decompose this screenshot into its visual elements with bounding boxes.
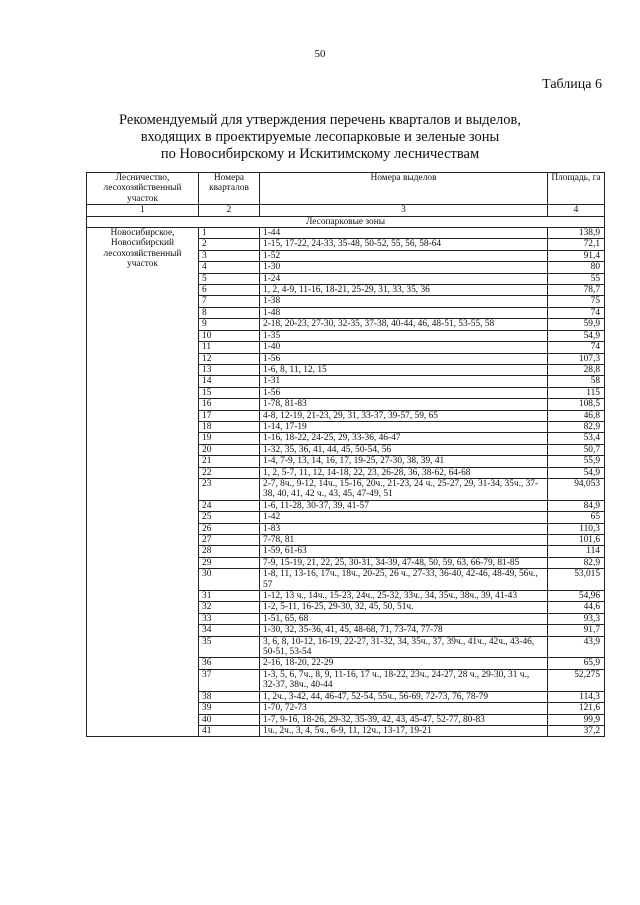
- section-numbers: 1-15, 17-22, 24-33, 35-48, 50-52, 55, 56, 58-64: [260, 239, 548, 250]
- area-value: 28,8: [548, 364, 605, 375]
- section-numbers: 1-59, 61-63: [260, 546, 548, 557]
- area-value: 46,8: [548, 410, 605, 421]
- section-numbers: 1-42: [260, 512, 548, 523]
- area-value: 115: [548, 387, 605, 398]
- section-numbers: 2-16, 18-20, 22-29: [260, 658, 548, 669]
- area-value: 84,9: [548, 500, 605, 511]
- section-numbers: 1-78, 81-83: [260, 399, 548, 410]
- quarter-number: 41: [199, 725, 260, 736]
- quarter-number: 32: [199, 602, 260, 613]
- header-row: [87, 173, 605, 205]
- quarter-number: 34: [199, 625, 260, 636]
- title-line-2: входящих в проектируемые лесопарковые и зеленые зоны: [140, 129, 500, 145]
- area-value: 44,6: [548, 602, 605, 613]
- area-value: 93,3: [548, 613, 605, 624]
- quarter-number: 29: [199, 557, 260, 568]
- area-value: 52,275: [548, 669, 605, 691]
- quarter-number: 30: [199, 569, 260, 591]
- quarter-number: 18: [199, 421, 260, 432]
- area-value: 91,4: [548, 250, 605, 261]
- table-label: Таблица 6: [542, 77, 602, 92]
- area-value: 55: [548, 273, 605, 284]
- area-value: 72,1: [548, 239, 605, 250]
- quarter-number: 4: [199, 262, 260, 273]
- section-numbers: 7-9, 15-19, 21, 22, 25, 30-31, 34-39, 47-48, 50, 59, 63, 66-79, 81-85: [260, 557, 548, 568]
- quarter-number: 24: [199, 500, 260, 511]
- quarter-number: 7: [199, 296, 260, 307]
- quarter-number: 6: [199, 285, 260, 296]
- section-numbers: 1, 2ч., 3-42, 44, 46-47, 52-54, 55ч., 56-69, 72-73, 76, 78-79: [260, 691, 548, 702]
- section-numbers: 1-8, 11, 13-16, 17ч., 18ч., 20-25, 26 ч., 27-33, 36-40, 42-46, 48-49, 56ч., 57: [260, 569, 548, 591]
- section-numbers: 1-24: [260, 273, 548, 284]
- area-value: 53,4: [548, 433, 605, 444]
- quarter-number: 15: [199, 387, 260, 398]
- quarter-number: 1: [199, 228, 260, 239]
- area-value: 82,9: [548, 421, 605, 432]
- section-numbers: 1-31: [260, 376, 548, 387]
- quarter-number: 20: [199, 444, 260, 455]
- section-numbers: 1-4, 7-9, 13, 14, 16, 17, 19-25, 27-30, 38, 39, 41: [260, 456, 548, 467]
- section-numbers: 4-8, 12-19, 21-23, 29, 31, 33-37, 39-57, 59, 65: [260, 410, 548, 421]
- section-numbers: 1-3, 5, 6, 7ч., 8, 9, 11-16, 17 ч., 18-22, 23ч., 24-27, 28 ч., 29-30, 31 ч., 32-37, 38ч., 40-44: [260, 669, 548, 691]
- section-numbers: 1-70, 72-73: [260, 703, 548, 714]
- area-value: 53,015: [548, 569, 605, 591]
- title-line-1: Рекомендуемый для утверждения перечень кварталов и выделов,: [119, 112, 521, 128]
- area-value: 74: [548, 307, 605, 318]
- header-quarters: Номера кварталов: [199, 173, 260, 205]
- header-sections: Номера выделов: [260, 173, 548, 205]
- quarter-number: 22: [199, 467, 260, 478]
- area-value: 37,2: [548, 725, 605, 736]
- section-numbers: 1-48: [260, 307, 548, 318]
- section-numbers: 1ч., 2ч., 3, 4, 5ч., 6-9, 11, 12ч., 13-17, 19-21: [260, 725, 548, 736]
- area-value: 54,9: [548, 467, 605, 478]
- quarter-number: 36: [199, 658, 260, 669]
- table-row: [87, 228, 605, 239]
- quarter-number: 16: [199, 399, 260, 410]
- section-numbers: 1-6, 11-28, 30-37, 39, 41-57: [260, 500, 548, 511]
- area-value: 101,6: [548, 535, 605, 546]
- section-numbers: 3, 6, 8, 10-12, 16-19, 22-27, 31-32, 34, 35ч., 37, 39ч., 41ч., 42ч., 43-46, 50-51, 53-54: [260, 636, 548, 658]
- quarter-number: 35: [199, 636, 260, 658]
- quarter-number: 38: [199, 691, 260, 702]
- section-numbers: 1, 2, 5-7, 11, 12, 14-18, 22, 23, 26-28, 36, 38-62, 64-68: [260, 467, 548, 478]
- area-value: 110,3: [548, 523, 605, 534]
- area-value: 58: [548, 376, 605, 387]
- column-number: 2: [199, 205, 260, 216]
- area-value: 80: [548, 262, 605, 273]
- area-value: 55,9: [548, 456, 605, 467]
- quarter-number: 21: [199, 456, 260, 467]
- quarter-number: 5: [199, 273, 260, 284]
- quarter-number: 12: [199, 353, 260, 364]
- area-value: 43,9: [548, 636, 605, 658]
- header-forestry: Лесничество, лесохозяйственный участок: [87, 173, 199, 205]
- section-numbers: 1-35: [260, 330, 548, 341]
- section-numbers: 1-30: [260, 262, 548, 273]
- section-numbers: 1-7, 9-16, 18-26, 29-32, 35-39, 42, 43, 45-47, 52-77, 80-83: [260, 714, 548, 725]
- quarter-number: 2: [199, 239, 260, 250]
- section-numbers: 1-2, 5-11, 16-25, 29-30, 32, 45, 50, 51ч.: [260, 602, 548, 613]
- column-number: 3: [260, 205, 548, 216]
- area-value: 74: [548, 342, 605, 353]
- quarters-table: [86, 172, 605, 737]
- quarter-number: 19: [199, 433, 260, 444]
- quarter-number: 8: [199, 307, 260, 318]
- section-numbers: 1-32, 35, 36, 41, 44, 45, 50-54, 56: [260, 444, 548, 455]
- section-numbers: 1-38: [260, 296, 548, 307]
- column-number: 1: [87, 205, 199, 216]
- table-title: [0, 112, 640, 163]
- quarter-number: 10: [199, 330, 260, 341]
- quarter-number: 9: [199, 319, 260, 330]
- area-value: 59,9: [548, 319, 605, 330]
- section-numbers: 1-30, 32, 35-36, 41, 45, 48-68, 71, 73-74, 77-78: [260, 625, 548, 636]
- area-value: 114,3: [548, 691, 605, 702]
- area-value: 108,5: [548, 399, 605, 410]
- quarter-number: 31: [199, 591, 260, 602]
- quarter-number: 26: [199, 523, 260, 534]
- area-value: 94,053: [548, 478, 605, 500]
- area-value: 121,6: [548, 703, 605, 714]
- section-numbers: 1-14, 17-19: [260, 421, 548, 432]
- page-number: 50: [314, 48, 326, 60]
- area-value: 54,96: [548, 591, 605, 602]
- quarter-number: 25: [199, 512, 260, 523]
- section-numbers: 1-83: [260, 523, 548, 534]
- section-numbers: 2-18, 20-23, 27-30, 32-35, 37-38, 40-44, 46, 48-51, 53-55, 58: [260, 319, 548, 330]
- quarter-number: 17: [199, 410, 260, 421]
- quarter-number: 27: [199, 535, 260, 546]
- section-numbers: 1-56: [260, 353, 548, 364]
- section-numbers: 7-78, 81: [260, 535, 548, 546]
- area-value: 114: [548, 546, 605, 557]
- quarter-number: 28: [199, 546, 260, 557]
- section-numbers: 1-6, 8, 11, 12, 15: [260, 364, 548, 375]
- section-numbers: 2-7, 8ч., 9-12, 14ч., 15-16, 20ч., 21-23, 24 ч., 25-27, 29, 31-34, 35ч., 37-38, 40, 41, 42 ч., 43, 45, 47-49, 51: [260, 478, 548, 500]
- quarter-number: 11: [199, 342, 260, 353]
- quarter-number: 40: [199, 714, 260, 725]
- area-value: 107,3: [548, 353, 605, 364]
- quarter-number: 37: [199, 669, 260, 691]
- zone-title: Лесопарковые зоны: [87, 216, 605, 227]
- section-numbers: 1-16, 18-22, 24-25, 29, 33-36, 46-47: [260, 433, 548, 444]
- section-numbers: 1-51, 65, 68: [260, 613, 548, 624]
- quarter-number: 39: [199, 703, 260, 714]
- zone-title-row: [87, 216, 605, 227]
- section-numbers: 1-44: [260, 228, 548, 239]
- quarter-number: 13: [199, 364, 260, 375]
- section-numbers: 1-56: [260, 387, 548, 398]
- section-numbers: 1-40: [260, 342, 548, 353]
- area-value: 50,7: [548, 444, 605, 455]
- section-numbers: 1-52: [260, 250, 548, 261]
- area-value: 65: [548, 512, 605, 523]
- column-numbers-row: [87, 205, 605, 216]
- area-value: 75: [548, 296, 605, 307]
- quarter-number: 33: [199, 613, 260, 624]
- title-line-3: по Новосибирскому и Искитимскому лесничествам: [160, 146, 480, 162]
- area-value: 138,9: [548, 228, 605, 239]
- area-value: 78,7: [548, 285, 605, 296]
- area-value: 65,9: [548, 658, 605, 669]
- quarter-number: 23: [199, 478, 260, 500]
- area-value: 54,9: [548, 330, 605, 341]
- column-number: 4: [548, 205, 605, 216]
- header-area: Площадь, га: [548, 173, 605, 205]
- forestry-name: Новосибирское, Новосибирский лесохозяйственный участок: [87, 228, 199, 737]
- area-value: 99,9: [548, 714, 605, 725]
- section-numbers: 1-12, 13 ч., 14ч., 15-23, 24ч., 25-32, 33ч., 34, 35ч., 38ч., 39, 41-43: [260, 591, 548, 602]
- area-value: 91,7: [548, 625, 605, 636]
- section-numbers: 1, 2, 4-9, 11-16, 18-21, 25-29, 31, 33, 35, 36: [260, 285, 548, 296]
- area-value: 82,9: [548, 557, 605, 568]
- quarter-number: 3: [199, 250, 260, 261]
- quarter-number: 14: [199, 376, 260, 387]
